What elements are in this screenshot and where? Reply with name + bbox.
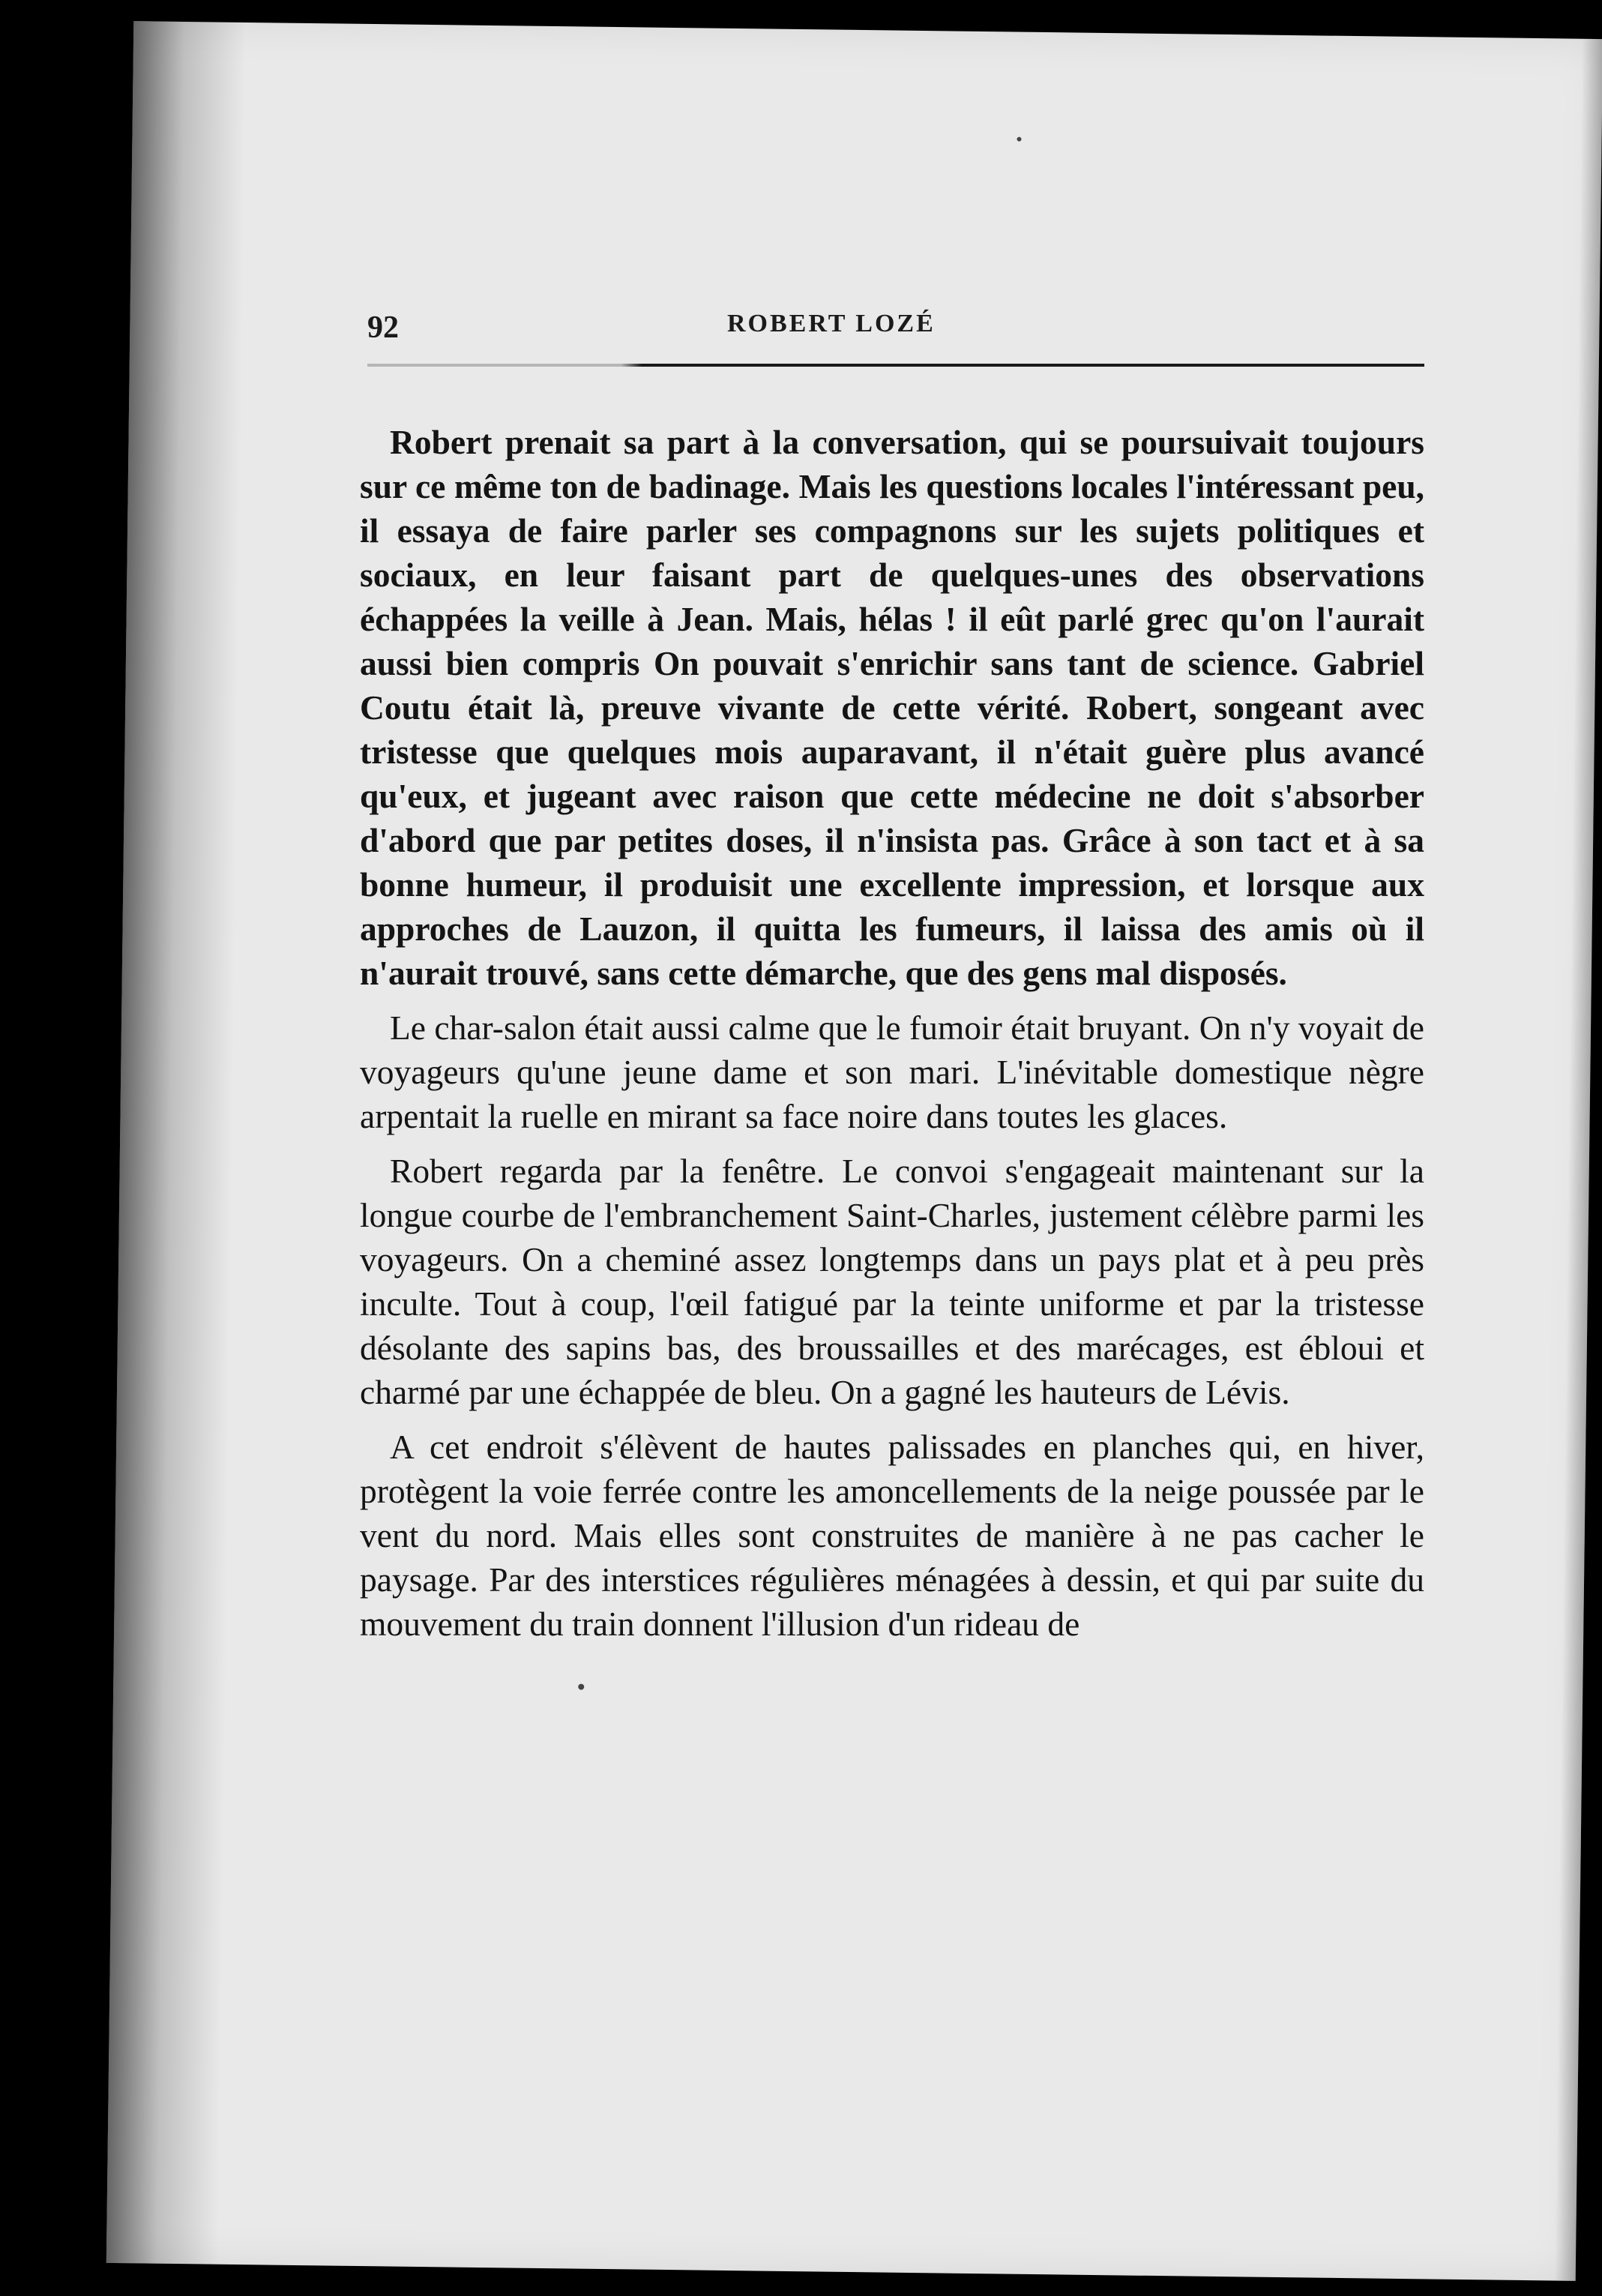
running-header bbox=[367, 296, 1424, 356]
paragraph: A cet endroit s'élèvent de hautes palissades en planches qui, en hiver, protègent la voie ferrée contre les amoncellements de la neige poussée par le vent du nord. Mais elles sont construites de manière à ne pas cacher le paysage. Par des interstices régulières ménagées à dessin, et qui par suite du mouvement du train donnent l'illusion d'un rideau de bbox=[360, 1428, 1424, 1643]
paragraph: Robert prenait sa part à la conversation, qui se poursuivait toujours sur ce même ton de badinage. Mais les questions locales l'intéressant peu, il essaya de faire parler ses compagnons sur les sujets politiques et sociaux, en leur faisant part de quelques-unes des observations échappées la veille à Jean. Mais, hélas ! il eût parlé grec qu'on l'aurait aussi bien compris On pouvait s'enrichir sans tant de science. Gabriel Coutu était là, preuve vivante de cette vérité. Robert, songeant avec tristesse que quelques mois auparavant, il n'était guère plus avancé qu'eux, et jugeant avec raison que cette médecine ne doit s'absorber d'abord que par petites doses, il n'insista pas. Grâce à son tact et à sa bonne humeur, il produisit une excellente impression, et lorsque aux approches de Lauzon, il quitta les fumeurs, il laissa des amis où il n'aurait trouvé, sans cette démarche, que des gens mal disposés. bbox=[360, 423, 1424, 992]
binding-shadow bbox=[106, 21, 247, 2265]
running-title: ROBERT LOZÉ bbox=[727, 310, 936, 337]
page-edge bbox=[1555, 39, 1602, 2281]
speck-mark bbox=[1017, 137, 1021, 142]
page-number: 92 bbox=[367, 310, 399, 345]
speck-mark bbox=[578, 1684, 584, 1690]
header-rule bbox=[367, 364, 1424, 367]
body-text bbox=[360, 420, 1424, 1646]
paragraph: Le char-salon était aussi calme que le fumoir était bruyant. On n'y voyait de voyageurs qu'une jeune dame et son mari. L'inévitable domestique nègre arpentait la ruelle en mirant sa face noire dans toutes les glaces. bbox=[360, 1009, 1424, 1135]
paragraph: Robert regarda par la fenêtre. Le convoi s'engageait maintenant sur la longue courbe de l'embranchement Saint-Charles, justement célèbre parmi les voyageurs. On a cheminé assez longtemps dans un pays plat et à peu près inculte. Tout à coup, l'œil fatigué par la teinte uniforme et par la tristesse désolante des sapins bas, des broussailles et des marécages, est ébloui et charmé par une échappée de bleu. On a gagné les hauteurs de Lévis. bbox=[360, 1152, 1424, 1411]
